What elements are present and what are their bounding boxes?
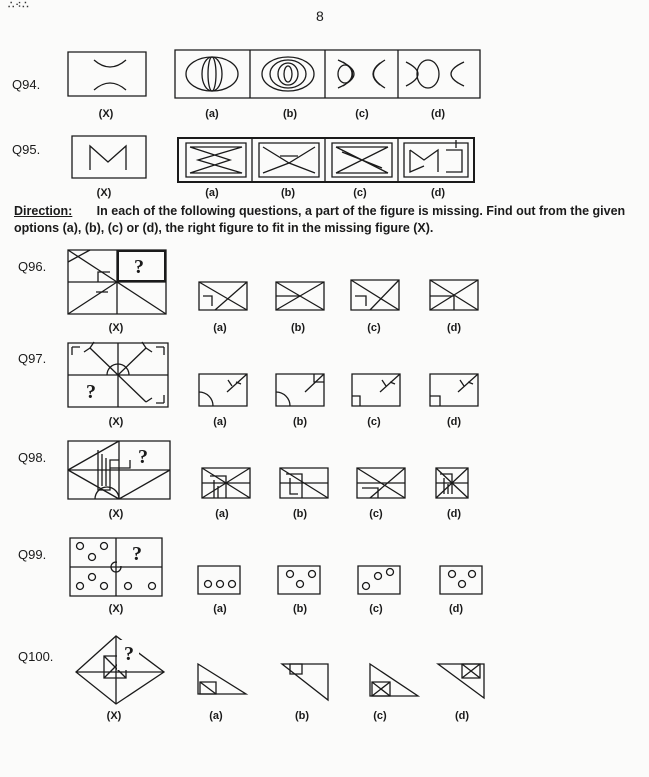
q98-caption-x: (X) bbox=[108, 508, 124, 520]
q96-option-d bbox=[430, 280, 478, 310]
q100-option-d bbox=[438, 664, 484, 698]
q96-caption-a: (a) bbox=[213, 322, 227, 334]
q97-caption-b: (b) bbox=[292, 416, 308, 428]
q96-option-a bbox=[199, 282, 247, 310]
question-number-q94: Q94. bbox=[12, 77, 41, 92]
q97-option-a bbox=[199, 374, 247, 406]
q98-caption-d: (d) bbox=[446, 508, 462, 520]
q95-option-a bbox=[186, 143, 246, 177]
q94-caption-d: (d) bbox=[430, 108, 446, 120]
q94-figure-x bbox=[68, 52, 146, 96]
q99-figure-x bbox=[70, 538, 162, 596]
q99-caption-b: (b) bbox=[292, 603, 308, 615]
q99-option-a bbox=[198, 566, 240, 594]
q99-question-mark: ? bbox=[132, 543, 142, 565]
q98-caption-a: (a) bbox=[215, 508, 229, 520]
q100-caption-a: (a) bbox=[209, 710, 223, 722]
page-number: 8 bbox=[316, 8, 324, 24]
question-number-q95: Q95. bbox=[12, 142, 41, 157]
q94-caption-a: (a) bbox=[205, 108, 219, 120]
direction-text: In each of the following questions, a part of the figure is missing. Find out from the given options (a), (b), (c) or (d), the right figure to fit in the missing figure (X). bbox=[14, 204, 626, 235]
q100-caption-b: (b) bbox=[294, 710, 310, 722]
q95-caption-a: (a) bbox=[205, 187, 219, 199]
direction-heading: Direction: bbox=[14, 204, 73, 218]
q94-option-b bbox=[262, 57, 314, 91]
q96-option-b bbox=[276, 282, 324, 310]
q100-option-c bbox=[370, 664, 418, 696]
q99-caption-d: (d) bbox=[448, 603, 464, 615]
q95-figure-x bbox=[72, 136, 146, 178]
q96-figure-x bbox=[68, 250, 166, 314]
q98-option-b bbox=[280, 468, 328, 498]
q94-caption-x: (X) bbox=[98, 108, 114, 120]
q97-caption-c: (c) bbox=[367, 416, 381, 428]
q99-option-c bbox=[358, 566, 400, 594]
q95-option-c bbox=[332, 143, 392, 177]
q100-option-a bbox=[198, 664, 246, 694]
q98-option-c bbox=[357, 468, 405, 498]
q99-option-b bbox=[278, 566, 320, 594]
q94-caption-c: (c) bbox=[355, 108, 369, 120]
q98-caption-b: (b) bbox=[292, 508, 308, 520]
q95-caption-c: (c) bbox=[353, 187, 367, 199]
q98-option-a bbox=[202, 468, 250, 498]
question-number-q99: Q99. bbox=[18, 547, 47, 562]
q99-caption-x: (X) bbox=[108, 603, 124, 615]
q94-option-d bbox=[406, 60, 464, 88]
q97-option-d bbox=[430, 374, 478, 406]
q100-caption-x: (X) bbox=[106, 710, 122, 722]
q99-caption-a: (a) bbox=[213, 603, 227, 615]
q96-question-mark: ? bbox=[134, 256, 144, 278]
q96-caption-x: (X) bbox=[108, 322, 124, 334]
q98-option-d bbox=[436, 468, 468, 498]
q96-caption-c: (c) bbox=[367, 322, 381, 334]
q97-figure-x bbox=[68, 342, 168, 407]
q97-option-b bbox=[276, 374, 324, 406]
question-number-q100: Q100. bbox=[18, 649, 54, 664]
q100-option-b bbox=[282, 664, 328, 700]
q96-option-c bbox=[351, 280, 399, 310]
q96-caption-b: (b) bbox=[290, 322, 306, 334]
q95-caption-x: (X) bbox=[96, 187, 112, 199]
q97-caption-a: (a) bbox=[213, 416, 227, 428]
q95-option-b bbox=[259, 143, 319, 177]
q95-option-d bbox=[404, 140, 468, 177]
q98-question-mark: ? bbox=[138, 446, 148, 468]
q98-caption-c: (c) bbox=[369, 508, 383, 520]
q98-figure-x bbox=[68, 441, 170, 499]
q99-option-d bbox=[440, 566, 482, 594]
q97-question-mark: ? bbox=[86, 381, 96, 403]
q94-option-c bbox=[338, 60, 385, 88]
q97-option-c bbox=[352, 374, 400, 406]
q99-caption-c: (c) bbox=[369, 603, 383, 615]
q95-caption-b: (b) bbox=[280, 187, 296, 199]
q96-caption-d: (d) bbox=[446, 322, 462, 334]
question-number-q96: Q96. bbox=[18, 259, 47, 274]
q95-caption-d: (d) bbox=[430, 187, 446, 199]
question-number-q98: Q98. bbox=[18, 450, 47, 465]
q100-question-mark: ? bbox=[124, 643, 134, 665]
question-number-q97: Q97. bbox=[18, 351, 47, 366]
q94-option-a bbox=[186, 57, 238, 91]
q97-caption-d: (d) bbox=[446, 416, 462, 428]
q100-caption-d: (d) bbox=[454, 710, 470, 722]
q94-option-strip bbox=[175, 50, 480, 98]
q97-caption-x: (X) bbox=[108, 416, 124, 428]
q95-option-strip bbox=[178, 138, 474, 182]
q100-figure-x bbox=[76, 636, 164, 704]
q100-caption-c: (c) bbox=[373, 710, 387, 722]
q94-caption-b: (b) bbox=[282, 108, 298, 120]
scan-mark: ∴⁖∴ bbox=[8, 0, 30, 11]
